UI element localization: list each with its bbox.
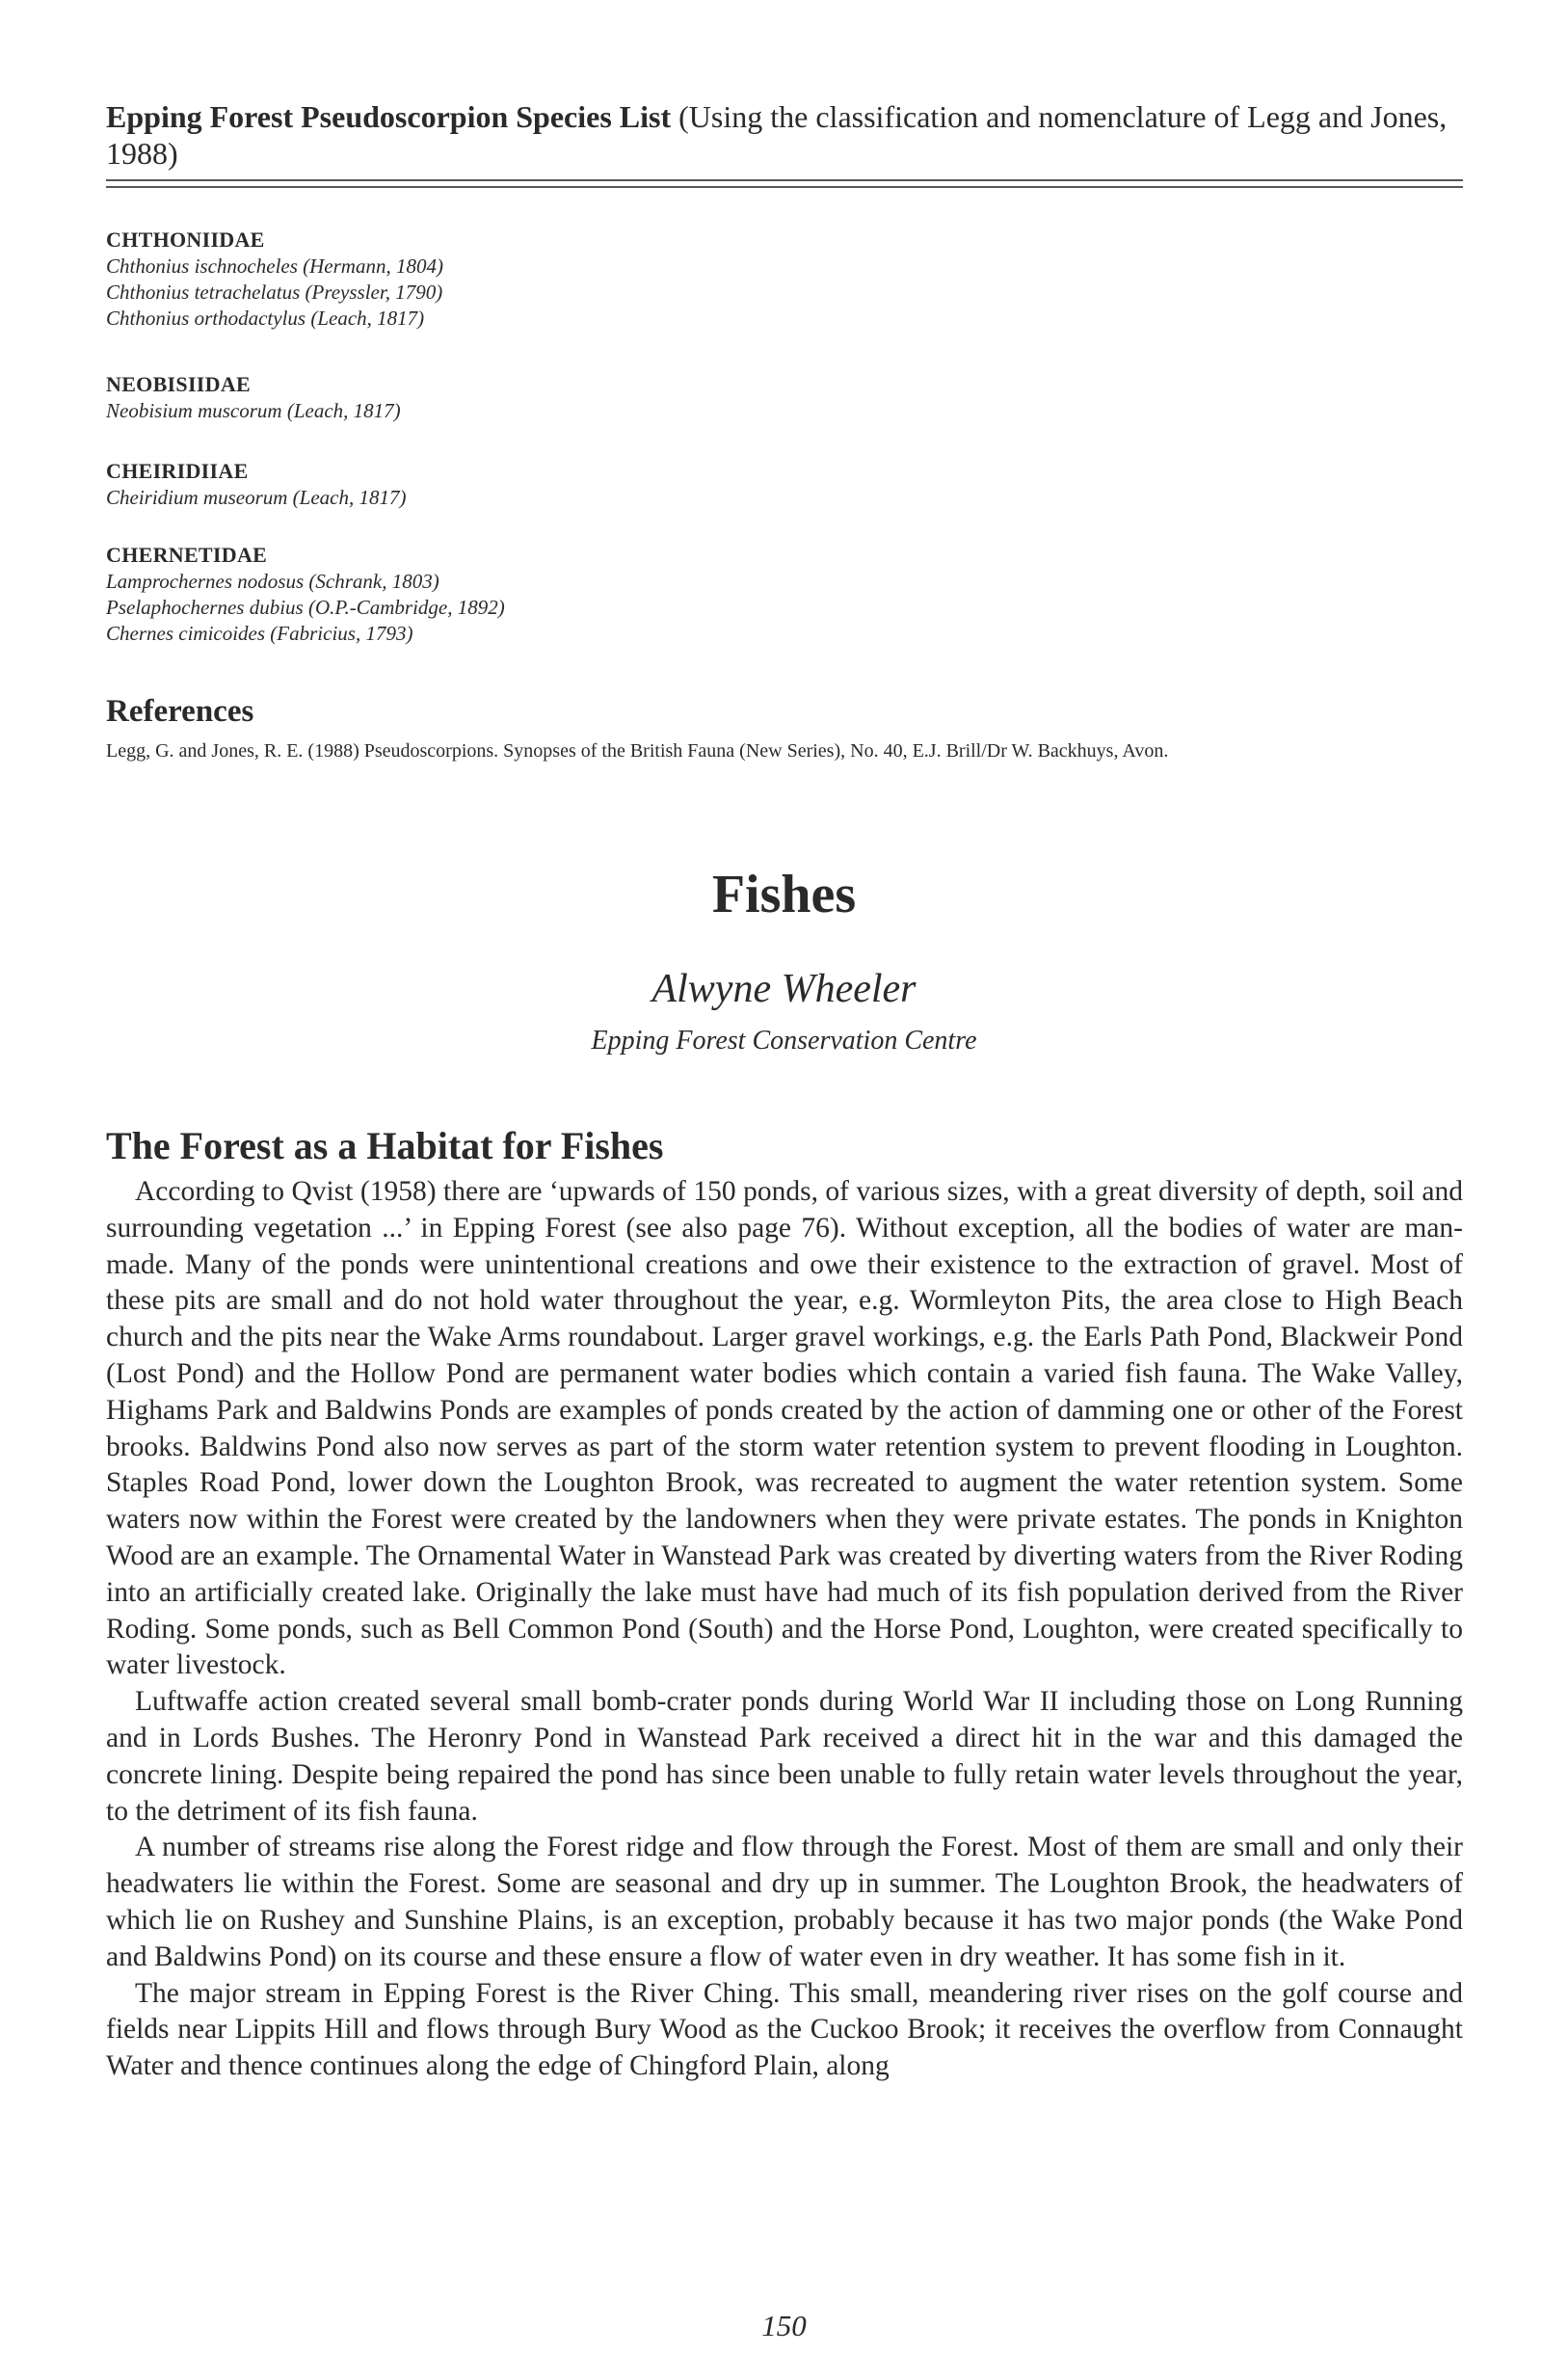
references-heading: References [106, 694, 254, 729]
species-list-title [106, 98, 1465, 172]
double-rule-divider [106, 179, 1463, 188]
species-name: Chernes cimicoides (Fabricius, 1793) [106, 622, 413, 645]
section-heading: The Forest as a Habitat for Fishes [106, 1124, 664, 1167]
species-list-title-bold: Epping Forest Pseudoscorpion Species List [106, 99, 672, 134]
species-name: Chthonius ischnocheles (Hermann, 1804) [106, 254, 443, 278]
article-author: Alwyne Wheeler [651, 967, 917, 1011]
body-paragraph: A number of streams rise along the Forest ridge and flow through the Forest. Most of them are small and only their headwaters lie within the Forest. Some are seasonal and dry up in summer. The Loughton Brook, the headwaters of which lie on Rushey and Sunshine Plains, is an exception, probably because it has two major ponds (the Wake Pond and Baldwins Pond) on its course and these ensure a flow of water even in dry weather. It has some fish in it. [106, 1832, 1463, 1972]
family-name: CHTHONIIDAE [106, 227, 265, 252]
body-paragraph: According to Qvist (1958) there are ‘upwards of 150 ponds, of various sizes, with a great diversity of depth, soil and surrounding vegetation ...’ in Epping Forest (see also page 76). Without exception, all the bodies of water are man-made. Many of the ponds were unintentional creations and owe their existence to the extraction of gravel. Most of these pits are small and do not hold water throughout the year, e.g. Wormleyton Pits, the area close to High Beach church and the pits near the Wake Arms roundabout. Larger gravel workings, e.g. the Earls Path Pond, Blackweir Pond (Lost Pond) and the Hollow Pond are permanent water bodies which contain a varied fish fauna. The Wake Valley, Highams Park and Baldwins Ponds are examples of ponds created by the action of damming one or other of the Forest brooks. Baldwins Pond also now serves as part of the storm water retention system to prevent flooding in Loughton. Staples Road Pond, lower down the Loughton Brook, was recreated to augment the water retention system. Some waters now within the Forest were created by the landowners when they were private estates. The ponds in Knighton Wood are an example. The Ornamental Water in Wanstead Park was created by diverting waters from the River Roding into an artificially created lake. Originally the lake must have had much of its fish population derived from the River Roding. Some ponds, such as Bell Common Pond (South) and the Horse Pond, Loughton, were created specifically to water livestock. [106, 1176, 1463, 1681]
species-name: Lamprochernes nodosus (Schrank, 1803) [106, 570, 439, 593]
species-name: Chthonius tetrachelatus (Preyssler, 1790) [106, 281, 443, 304]
species-name: Neobisium muscorum (Leach, 1817) [106, 399, 401, 422]
body-paragraph: Luftwaffe action created several small bomb-crater ponds during World War II including those on Long Running and in Lords Bushes. The Heronry Pond in Wanstead Park received a direct hit in the war and this damaged the concrete lining. Despite being repaired the pond has since been unable to fully retain water levels throughout the year, to the detriment of its fish fauna. [106, 1686, 1463, 1827]
article-body [106, 1174, 1463, 2085]
family-name: NEOBISIIDAE [106, 372, 252, 396]
species-name: Pselaphochernes dubius (O.P.-Cambridge, 1892) [106, 596, 505, 619]
reference-entry: Legg, G. and Jones, R. E. (1988) Pseudoscorpions. Synopses of the British Fauna (New Series), No. 40, E.J. Brill/Dr W. Backhuys, Avon. [106, 740, 1169, 762]
author-affiliation: Epping Forest Conservation Centre [591, 1026, 977, 1056]
species-list-title-note: (Using the classification and nomenclature of Legg and Jones, 1988) [106, 99, 1448, 171]
family-block-chernetidae [106, 542, 1455, 647]
body-paragraph: The major stream in Epping Forest is the River Ching. This small, meandering river rises on the golf course and fields near Lippits Hill and flows through Bury Wood as the Cuckoo Brook; it receives the overflow from Connaught Water and thence continues along the edge of Chingford Plain, along [106, 1977, 1463, 2082]
species-name: Chthonius orthodactylus (Leach, 1817) [106, 307, 425, 330]
family-block-chthoniidae [106, 227, 1455, 332]
species-name: Cheiridium museorum (Leach, 1817) [106, 486, 407, 509]
family-name: CHEIRIDIIAE [106, 459, 249, 483]
family-name: CHERNETIDAE [106, 543, 268, 567]
family-block-neobisiidae [106, 371, 1455, 424]
page-number: 150 [761, 2309, 807, 2342]
article-title: Fishes [711, 865, 857, 924]
family-block-cheiridiiae [106, 458, 1455, 511]
